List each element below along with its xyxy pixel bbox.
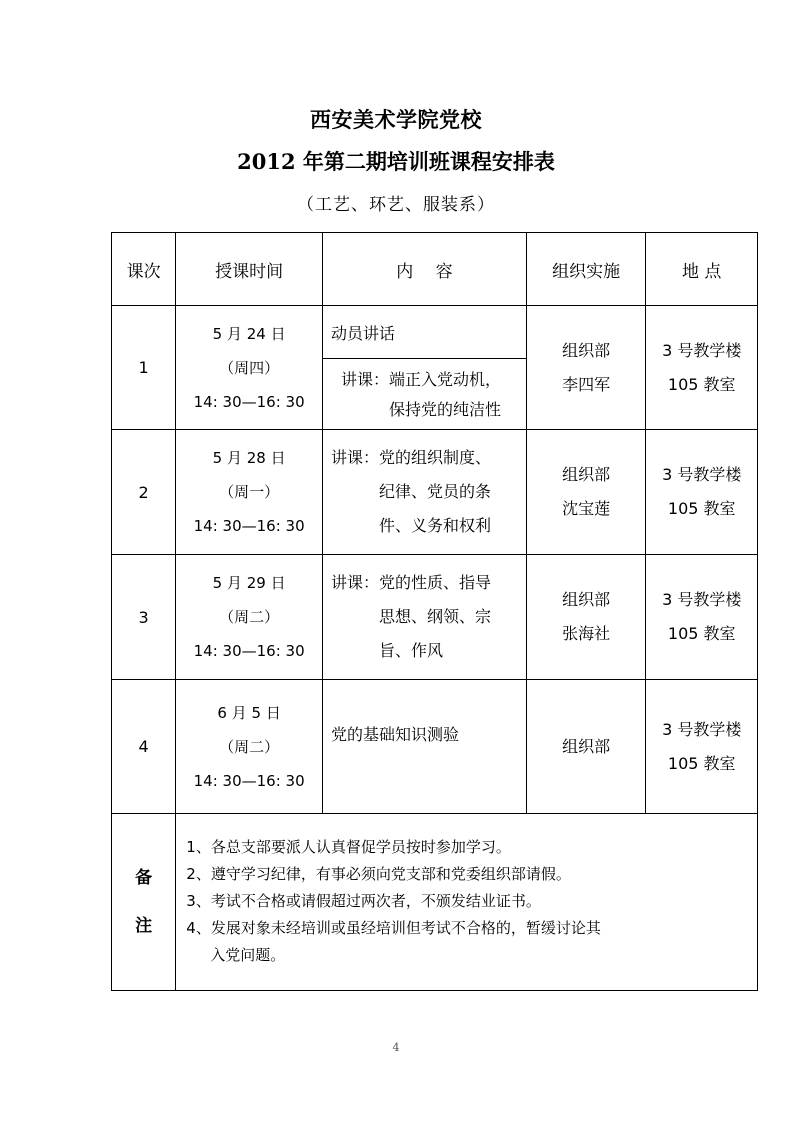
table-row	[112, 555, 758, 680]
content-opening-speech: 动员讲话	[330, 323, 395, 343]
notes-label-char: 注	[135, 916, 153, 936]
session-number: 4	[112, 680, 176, 814]
content-lead: 讲课：	[330, 573, 379, 592]
session-weekday: （周一）	[219, 483, 280, 501]
location-room: 105 教室	[667, 753, 736, 773]
note-item: 2、遵守学习纪律，有事必须向党支部和党委组织部请假。	[186, 865, 571, 883]
content-lead: 讲课：	[340, 370, 389, 389]
session-weekday: （周二）	[219, 737, 280, 756]
organizer-dept: 组织部	[562, 736, 611, 756]
header-time: 授课时间	[176, 233, 323, 306]
table-row	[112, 680, 758, 814]
session-time	[176, 555, 323, 680]
organizer-dept: 组织部	[562, 465, 611, 484]
note-item: 4、发展对象未经培训或虽经培训但考试不合格的，暂缓讨论其	[186, 919, 601, 937]
location-building: 3 号教学楼	[662, 340, 742, 360]
notes-label	[112, 814, 176, 991]
table-row	[112, 306, 758, 430]
organizer-person: 沈宝莲	[562, 499, 611, 518]
note-item: 1、各总支部要派人认真督促学员按时参加学习。	[186, 838, 511, 856]
content-line: 旨、作风	[378, 641, 443, 660]
session-organizer	[526, 680, 646, 814]
session-organizer	[526, 430, 646, 555]
notes-label-char: 备	[135, 868, 153, 888]
content-line: 保持党的纯洁性	[388, 400, 501, 419]
session-date: 5 月 24 日	[212, 324, 286, 343]
content-line: 纪律、党员的条	[378, 482, 491, 501]
content-line: 思想、纲领、宗	[378, 607, 491, 626]
content-line: 端正入党动机，	[388, 370, 501, 389]
content-lead: 讲课：	[330, 448, 379, 467]
location-room: 105 教室	[667, 374, 736, 394]
session-location	[646, 555, 758, 680]
notes-row	[112, 814, 758, 991]
session-number: 3	[112, 555, 176, 680]
session-number: 1	[112, 306, 176, 430]
location-room: 105 教室	[667, 499, 736, 518]
department-scope: （工艺、环艺、服装系）	[297, 195, 495, 215]
location-room: 105 教室	[667, 624, 736, 643]
document-subtitle: 2012 年第二期培训班课程安排表	[237, 149, 555, 174]
page-number: 4	[392, 1041, 400, 1054]
location-building: 3 号教学楼	[662, 719, 742, 739]
note-item: 3、考试不合格或请假超过两次者，不颁发结业证书。	[186, 892, 541, 910]
header-location: 地 点	[646, 233, 758, 306]
location-building: 3 号教学楼	[662, 465, 742, 484]
header-organizer: 组织实施	[526, 233, 646, 306]
location-building: 3 号教学楼	[662, 590, 742, 609]
session-number: 2	[112, 430, 176, 555]
session-date: 5 月 28 日	[212, 449, 286, 467]
content-line: 党的基础知识测验	[330, 725, 459, 744]
session-weekday: （周二）	[219, 608, 280, 626]
content-line: 党的组织制度、	[378, 448, 491, 467]
session-date: 6 月 5 日	[217, 703, 281, 722]
session-content	[322, 680, 526, 814]
organizer-person: 张海社	[562, 624, 611, 643]
session-hours: 14: 30—16: 30	[193, 517, 305, 535]
course-schedule-table	[111, 232, 758, 991]
session-content	[322, 555, 526, 680]
note-item-continuation: 入党问题。	[210, 946, 286, 964]
session-hours: 14: 30—16: 30	[193, 771, 305, 790]
document-title: 西安美术学院党校	[310, 107, 482, 132]
session-location	[646, 430, 758, 555]
session-hours: 14: 30—16: 30	[193, 392, 305, 411]
session-organizer	[526, 555, 646, 680]
table-header-row	[112, 233, 758, 306]
table-row	[112, 430, 758, 555]
session-location	[646, 306, 758, 430]
session-content	[322, 430, 526, 555]
header-session: 课次	[112, 233, 176, 306]
session-weekday: （周四）	[219, 358, 280, 377]
session-date: 5 月 29 日	[212, 574, 286, 592]
organizer-person: 李四军	[562, 374, 611, 394]
notes-list	[176, 814, 758, 991]
session-content	[322, 306, 526, 430]
session-location	[646, 680, 758, 814]
session-hours: 14: 30—16: 30	[193, 642, 305, 660]
content-line: 党的性质、指导	[378, 573, 491, 592]
session-organizer	[526, 306, 646, 430]
session-time	[176, 680, 323, 814]
session-time	[176, 306, 323, 430]
session-time	[176, 430, 323, 555]
organizer-dept: 组织部	[562, 340, 611, 360]
header-content: 内 容	[322, 233, 526, 306]
content-line: 件、义务和权利	[378, 516, 491, 535]
organizer-dept: 组织部	[562, 590, 611, 609]
